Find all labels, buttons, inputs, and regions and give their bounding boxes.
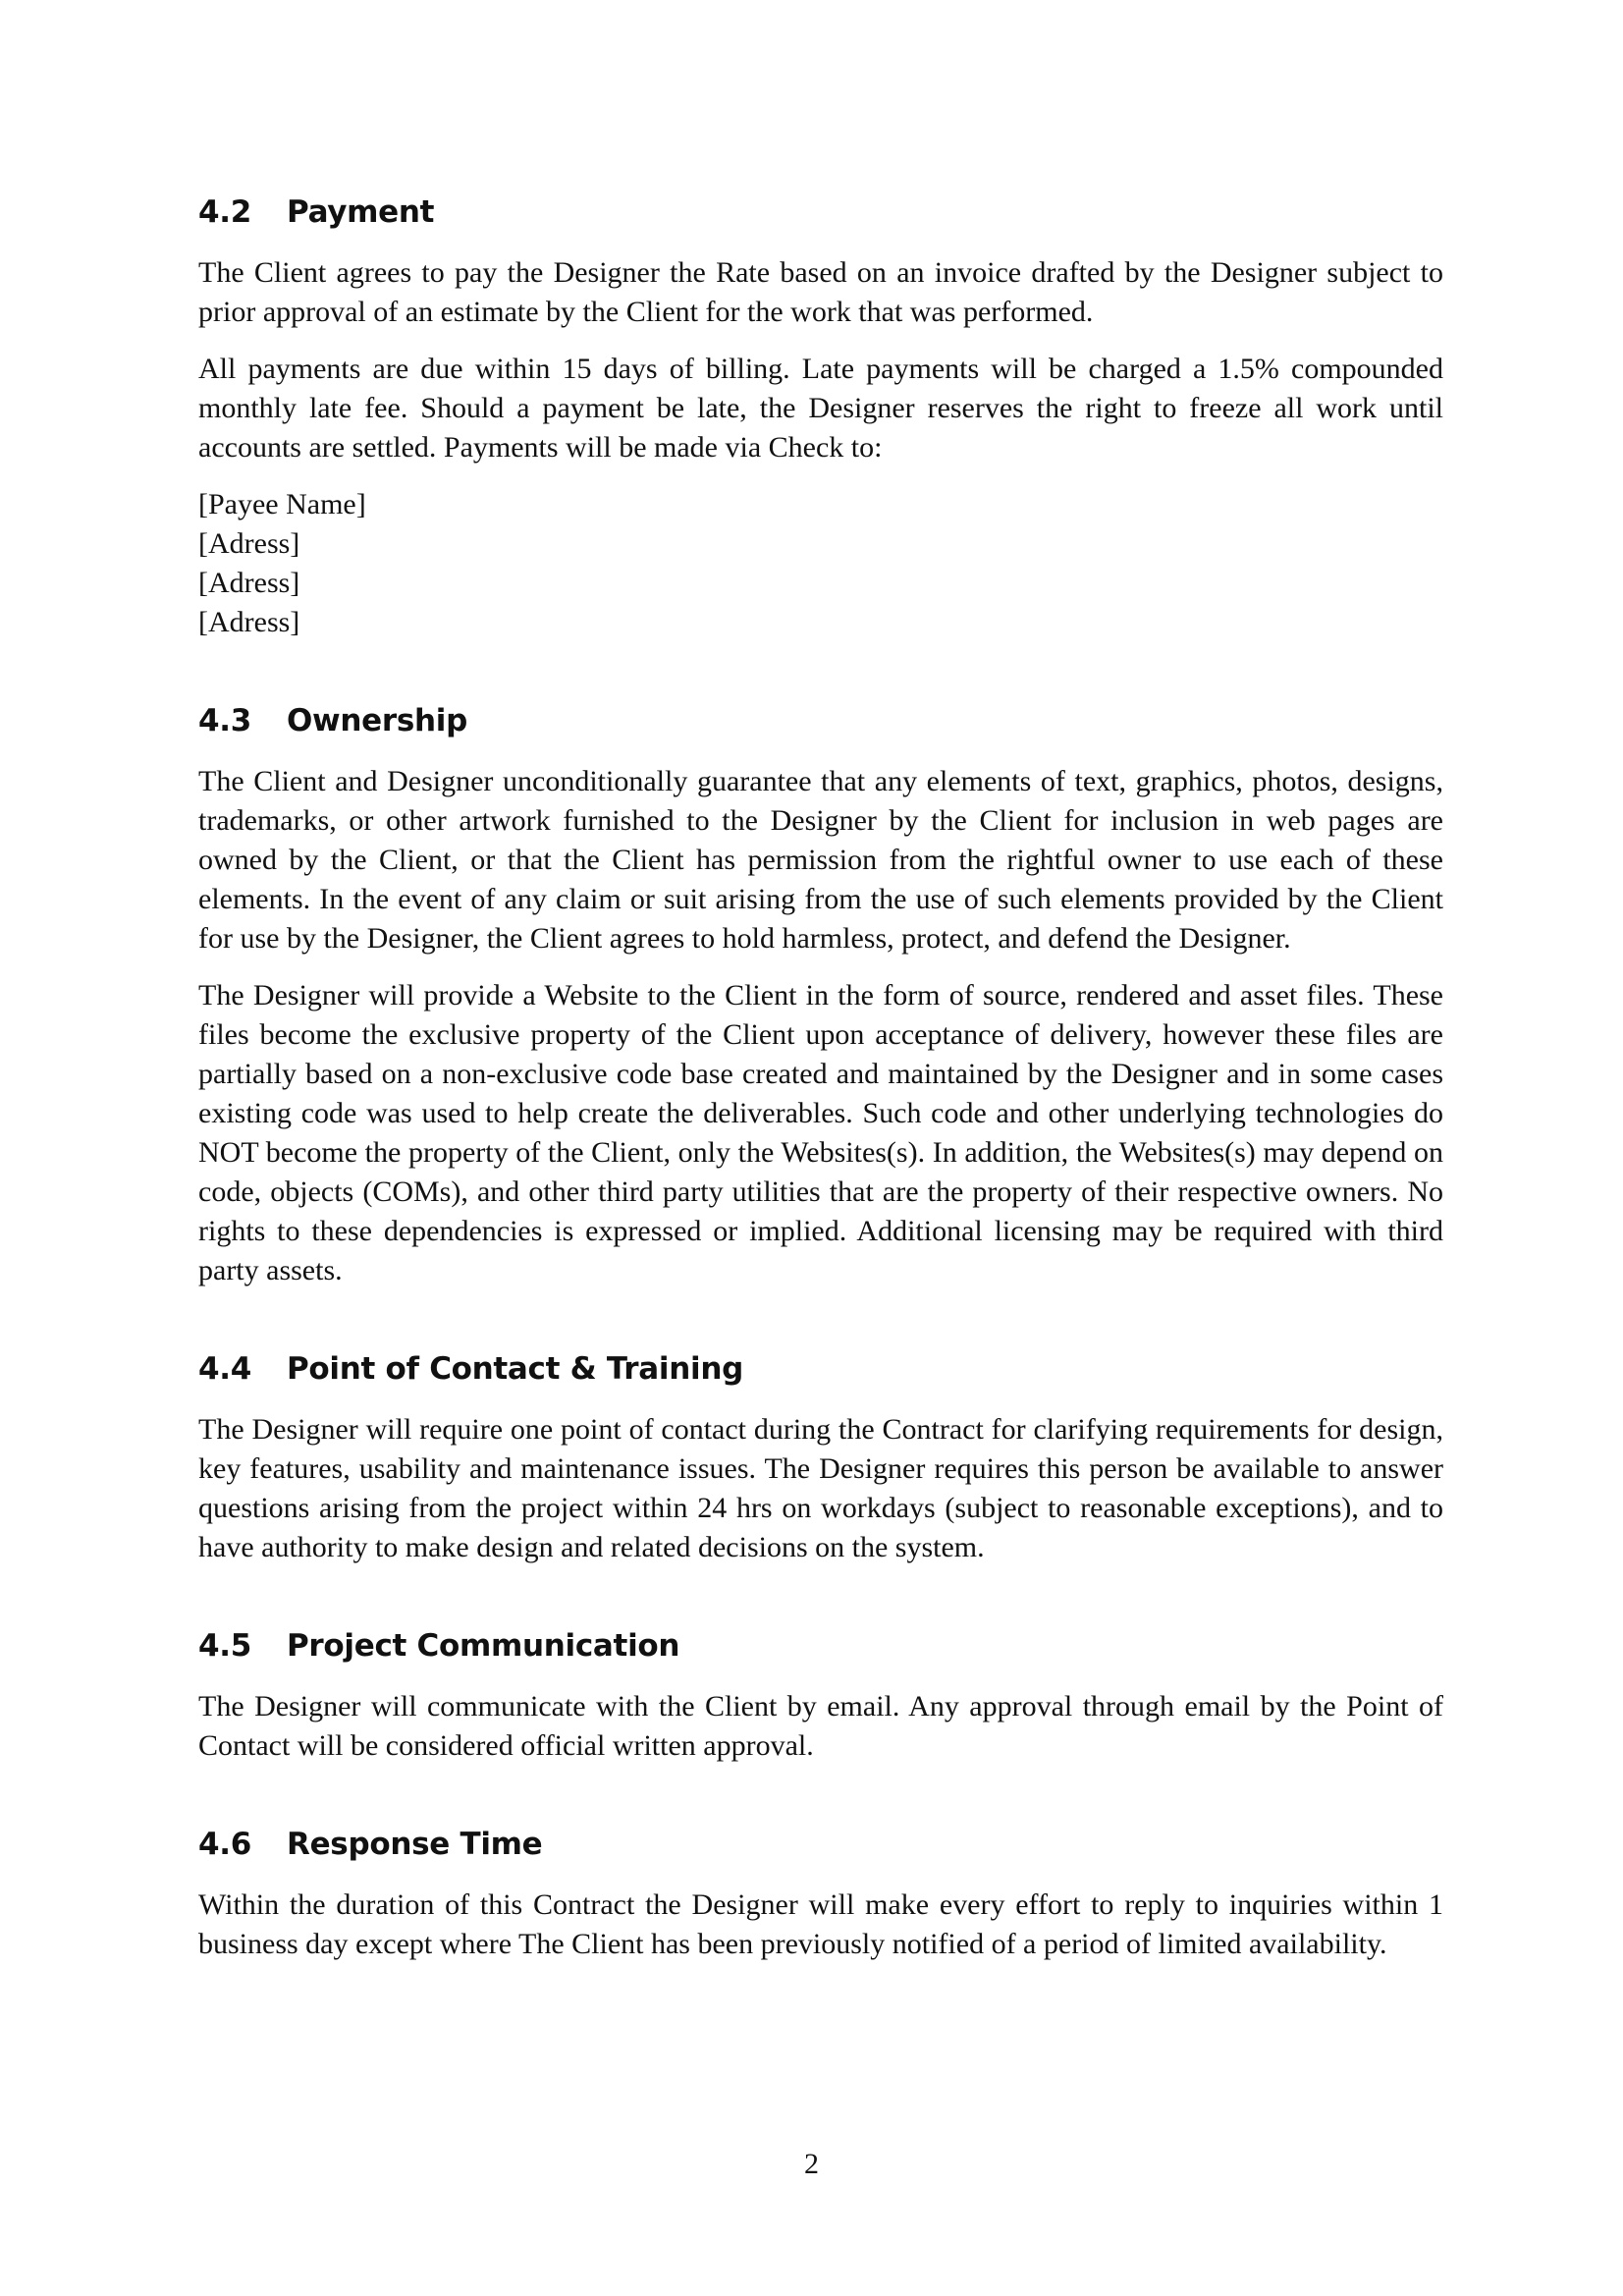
section-project-communication [198,1626,1443,1766]
section-title: Response Time [287,1827,543,1862]
section-number: 4.5 [198,1628,252,1664]
paragraph: All payments are due within 15 days of billing. Late payments will be charged a 1.5% compounded monthly late fee. Should a payment be late, the Designer reserves the right to freeze all work until accounts are settled. Payments will be made via Check to: [198,353,1443,464]
section-heading [198,192,1443,232]
address-line: [Adress] [198,567,300,599]
section-title: Point of Contact & Training [287,1351,743,1387]
section-point-of-contact [198,1349,1443,1567]
section-title: Project Communication [287,1628,680,1664]
paragraph: The Designer will require one point of contact during the Contract for clarifying requirements for design, key features, usability and maintenance issues. The Designer requires this person be available to answer questions arising from the project within 24 hrs on workdays (subject to reasonable exceptions), and to have authority to make design and related decisions on the system. [198,1413,1443,1563]
section-number: 4.3 [198,703,252,738]
paragraph: The Client and Designer unconditionally guarantee that any elements of text, graphics, photos, designs, trademarks, or other artwork furnished to the Designer by the Client for inclusion in web pages are owned by the Client, or that the Client has permission from the rightful owner to use each of these elements. In the event of any claim or suit arising from the use of such elements provided by the Client for use by the Designer, the Client agrees to hold harmless, protect, and defend the Designer. [198,765,1443,955]
paragraph: The Designer will provide a Website to the Client in the form of source, rendered and asset files. These files become the exclusive property of the Client upon acceptance of delivery, however these files are partially based on a non-exclusive code base created and maintained by the Designer and in some cases existing code was used to help create the deliverables. Such code and other underlying technologies do NOT become the property of the Client, only the Websites(s). In addition, the Websites(s) may depend on code, objects (COMs), and other third party utilities that are the property of their respective owners. No rights to these dependencies is expressed or implied. Additional licensing may be required with third party assets. [198,979,1443,1286]
section-number: 4.6 [198,1827,252,1862]
section-number: 4.2 [198,194,252,230]
paragraph: The Client agrees to pay the Designer the Rate based on an invoice drafted by the Designer subject to prior approval of an estimate by the Client for the work that was performed. [198,256,1443,328]
paragraph: The Designer will communicate with the Client by email. Any approval through email by the Point of Contact will be considered official written approval. [198,1690,1443,1762]
document-page [198,192,1443,1964]
address-line: [Adress] [198,606,300,638]
section-heading [198,1349,1443,1389]
section-title: Payment [287,194,435,230]
payee-name-line: [Payee Name] [198,488,366,520]
payee-address-block [198,485,1443,642]
section-ownership [198,701,1443,1290]
section-response-time [198,1825,1443,1964]
address-line: [Adress] [198,527,300,560]
section-number: 4.4 [198,1351,252,1387]
section-heading [198,701,1443,740]
section-heading [198,1825,1443,1864]
page-number: 2 [804,2148,819,2180]
section-heading [198,1626,1443,1666]
section-payment [198,192,1443,642]
section-title: Ownership [287,703,468,738]
paragraph: Within the duration of this Contract the Designer will make every effort to reply to inquiries within 1 business day except where The Client has been previously notified of a period of limited availability. [198,1888,1443,1960]
